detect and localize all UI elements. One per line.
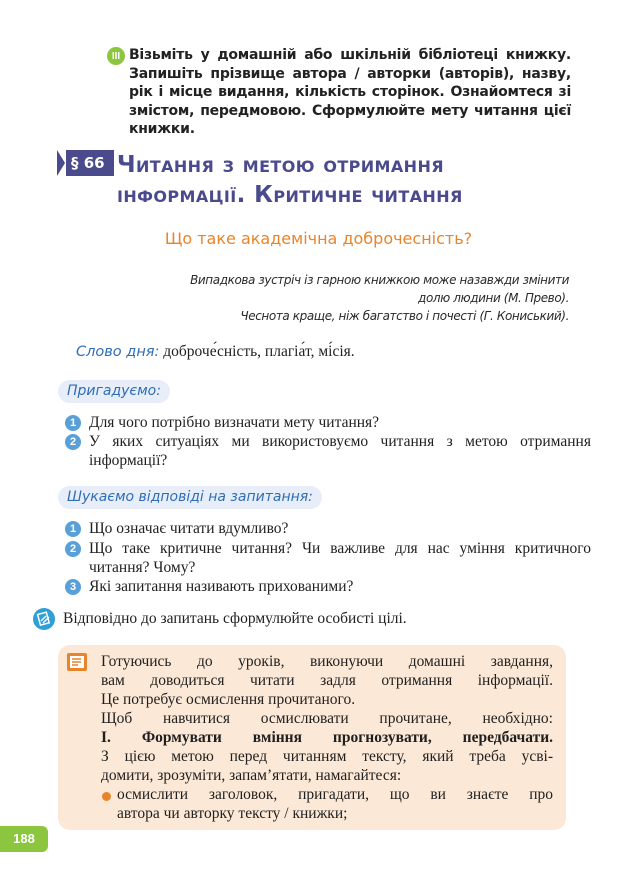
section-title: [117, 150, 537, 210]
section-title-line-1: Читання з метою отримання: [117, 152, 444, 178]
section-arrow-icon: [57, 150, 65, 176]
word-of-day: [76, 343, 355, 361]
question-number-badge: 2: [65, 434, 81, 450]
epigraph-line: долю людини (М. Прево).: [418, 291, 569, 305]
question-number-badge: 1: [65, 521, 81, 537]
word-of-day-label: Слово дня:: [76, 344, 160, 360]
section-number: § 66: [66, 150, 114, 176]
search-question: Що означає читати вдумливо?: [89, 520, 289, 537]
page-number: 188: [0, 826, 48, 852]
question-number-badge: 2: [65, 541, 81, 557]
search-question: Які запитання називають прихованими?: [89, 578, 354, 595]
bullet-dot-icon: [102, 792, 111, 801]
info-text-line: Це потребує осмислення прочитаного.: [101, 691, 356, 708]
info-text-line: автора чи авторку тексту / книжки;: [117, 805, 348, 822]
search-answers-heading: Шукаємо відповіді на запитання:: [58, 486, 322, 509]
recall-question: Для чого потрібно визначати мету читання?: [89, 414, 380, 431]
info-text-line: Готуючись до уроків, виконуючи домашні завдання,: [101, 653, 553, 670]
word-of-day-words: доброче́сність, плагіа́т, мі́сія.: [163, 343, 355, 360]
search-question: Що таке критичне читання? Чи важливе для нас уміння критичного читання? Чому?: [89, 540, 591, 576]
epigraph-line: Чеснота краще, ніж багатство і почесті (Г. Кониський).: [240, 309, 569, 323]
info-text-line: вам доводиться читати задля отримання інформації.: [101, 672, 553, 689]
info-text-line: І. Формувати вміння прогнозувати, передбачати.: [101, 729, 553, 746]
goal-task-text: Відповідно до запитань сформулюйте особисті цілі.: [63, 610, 407, 627]
task-level-badge: III: [107, 47, 125, 65]
epigraph-line: Випадкова зустріч із гарною книжкою може назавжди змінити: [190, 273, 569, 287]
recall-heading: Пригадуємо:: [58, 380, 170, 403]
info-text-line: З цією метою перед читанням тексту, який треба усві-: [101, 748, 553, 765]
recall-question: У яких ситуаціях ми використовуємо читання з метою отримання інформації?: [89, 433, 591, 469]
notebook-icon: [66, 652, 88, 672]
question-number-badge: 1: [65, 415, 81, 431]
goal-task-icon: [33, 608, 55, 630]
info-text-line: Щоб навчитися осмислювати прочитане, необхідно:: [101, 710, 553, 727]
question-number-badge: 3: [65, 579, 81, 595]
section-title-line-2: інформації. Критичне читання: [117, 182, 463, 208]
section-number-marker: [57, 150, 114, 176]
task-text: Візьміть у домашній або шкільній бібліотеці книжку. Запишіть прізвище автора / авторки (авторів), назву, рік і місце видання, кількість сторінок. Ознайомтеся зі змістом, передмовою. Сформулюйте мету читання цієї книжки.: [129, 47, 571, 137]
info-text-line: домити, зрозуміти, запам’ятати, намагайтеся:: [101, 767, 402, 784]
info-text-line: осмислити заголовок, пригадати, що ви знаєте про: [117, 786, 553, 803]
lesson-subtitle: Що таке академічна доброчесність?: [164, 229, 473, 248]
